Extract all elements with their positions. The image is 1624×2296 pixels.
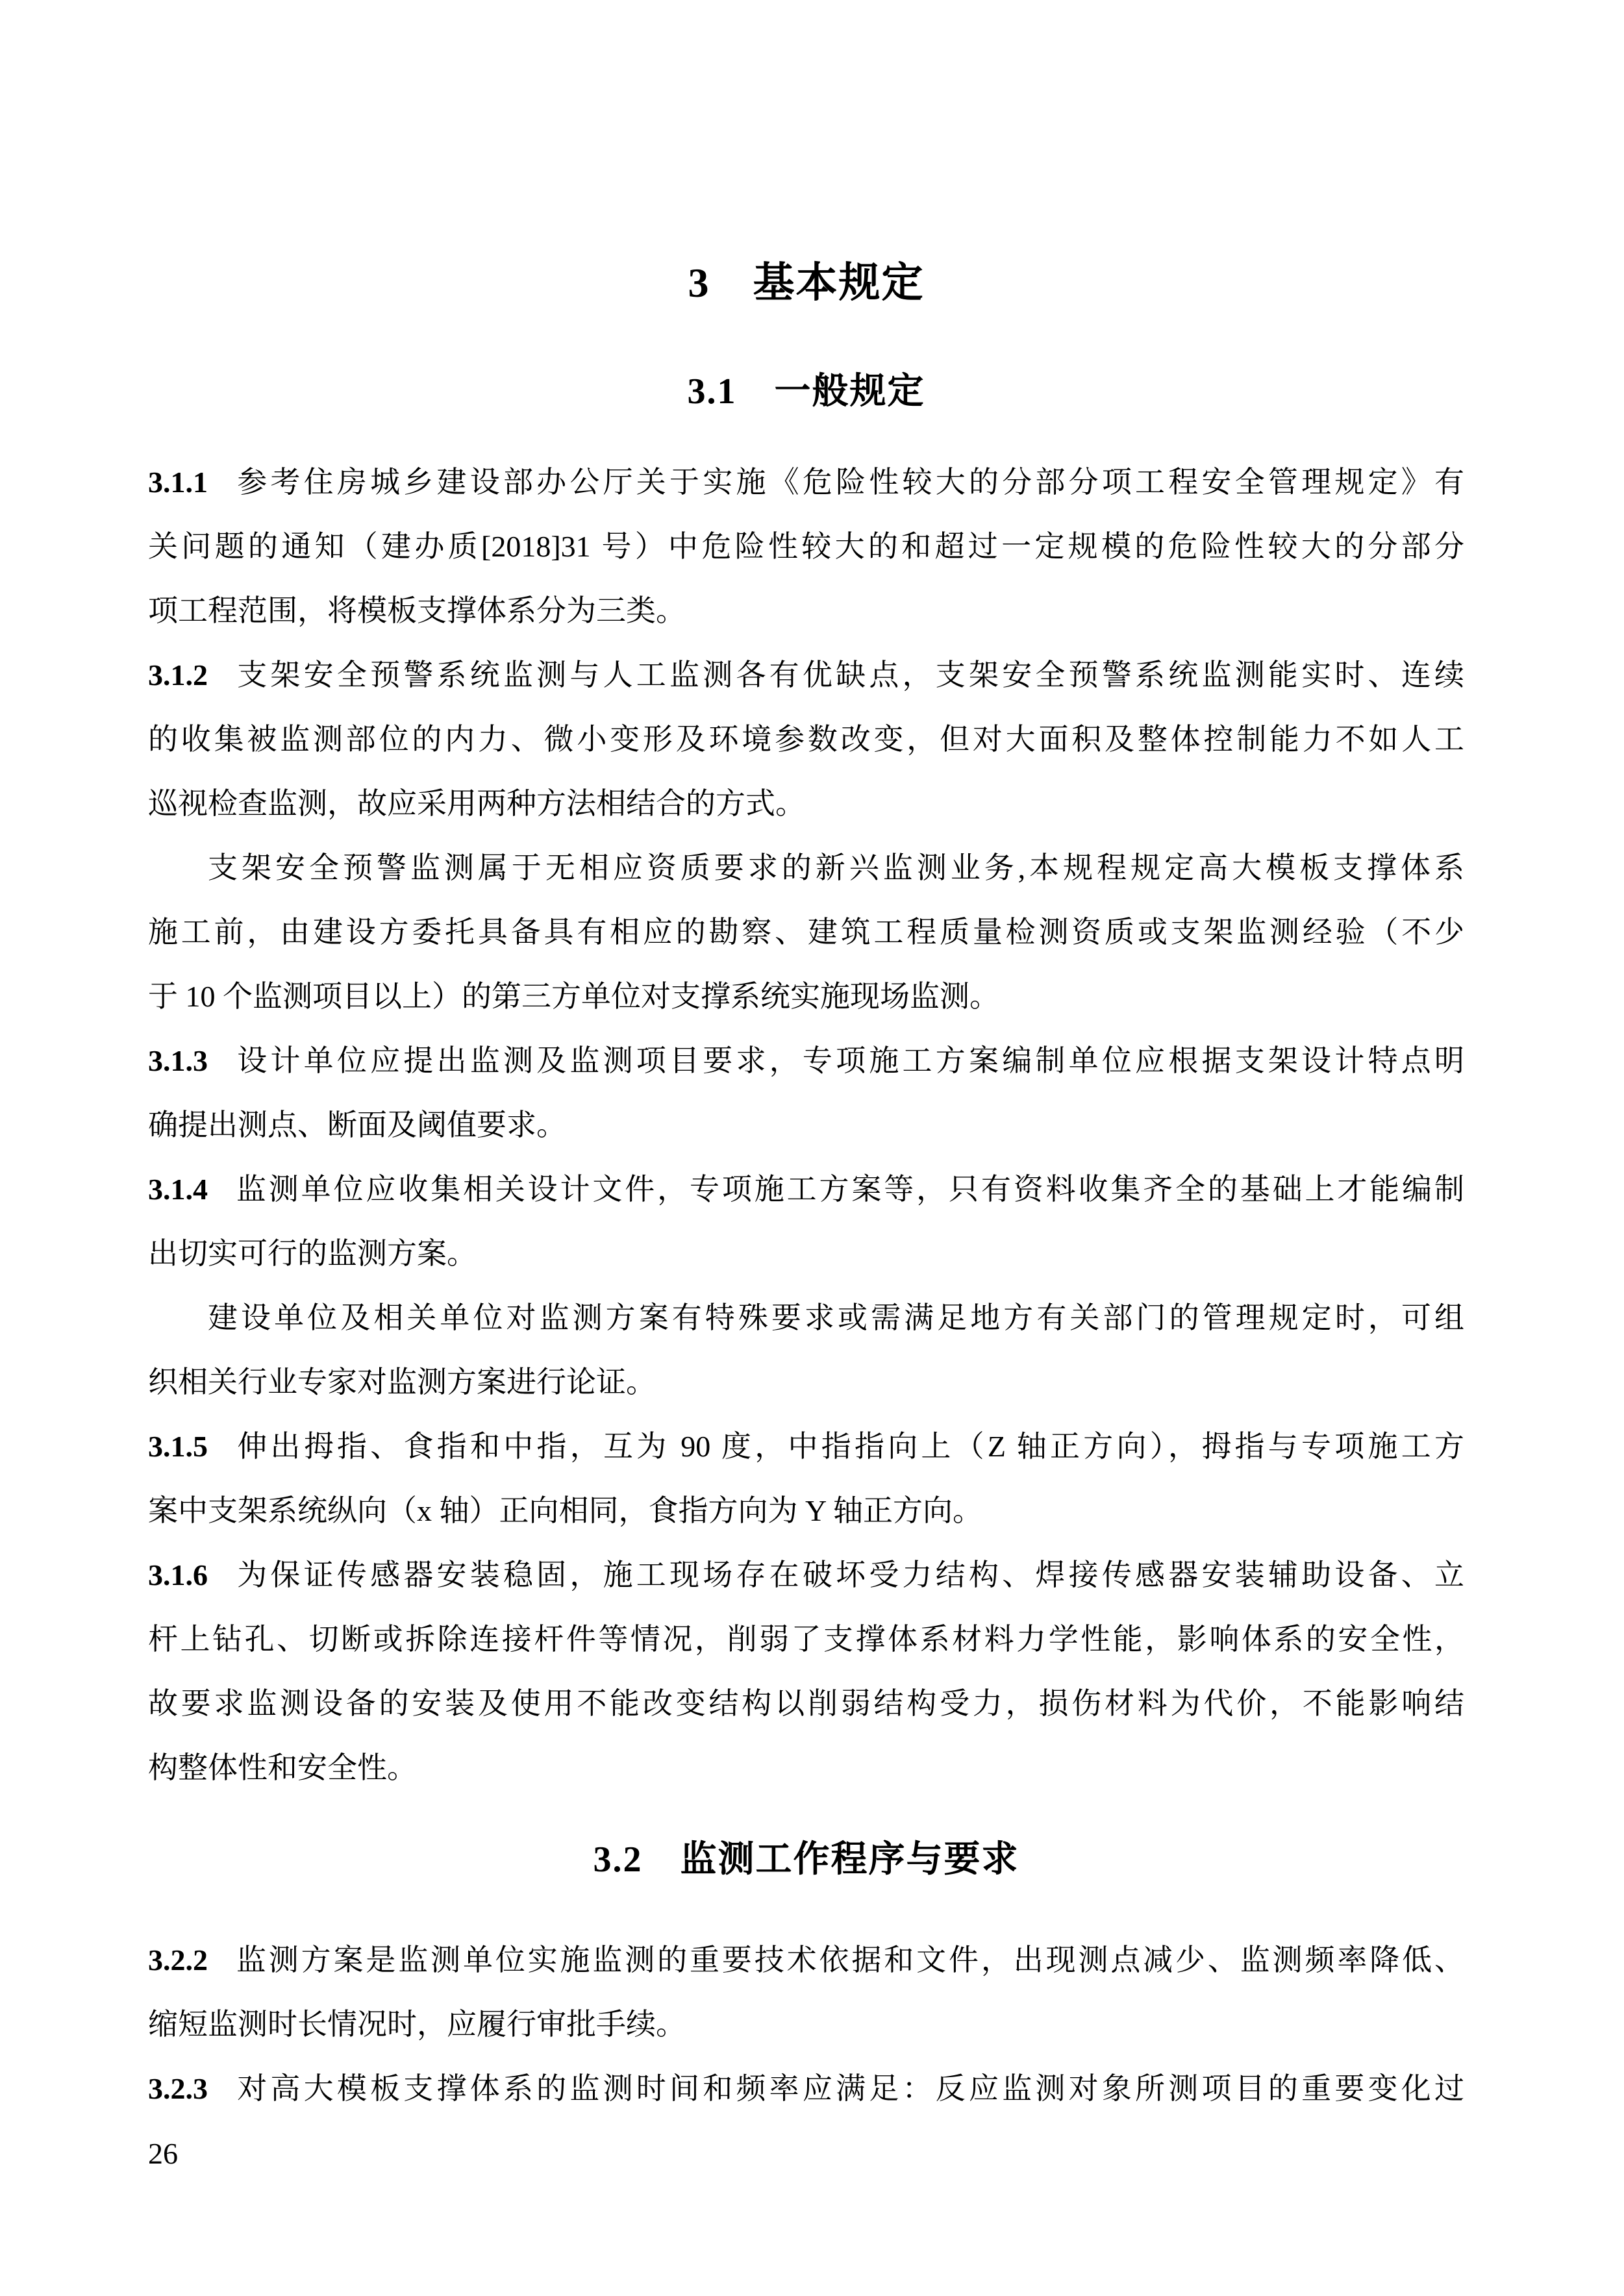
body-line [148, 1736, 1464, 1800]
body-line [148, 450, 1464, 514]
body-line [148, 771, 1464, 836]
body-line [148, 836, 1464, 900]
line-text: 项工程范围，将模板支撑体系分为三类。 [148, 594, 686, 627]
body-line [148, 707, 1464, 771]
body-line [148, 1221, 1464, 1286]
line-text: 支架安全预警系统监测与人工监测各有优缺点，支架安全预警系统监测能实时、连续 [234, 658, 1464, 692]
line-text: 的收集被监测部位的内力、微小变形及环境参数改变，但对大面积及整体控制能力不如人工 [148, 723, 1464, 756]
line-text: 施工前，由建设方委托具备具有相应的勘察、建筑工程质量检测资质或支架监测经验（不少 [148, 916, 1464, 949]
body-line [148, 1157, 1464, 1221]
body-line [148, 1414, 1464, 1479]
body-line [148, 643, 1464, 707]
body-line [148, 1479, 1464, 1543]
line-text: 织相关行业专家对监测方案进行论证。 [148, 1366, 656, 1399]
body-line [148, 1029, 1464, 1093]
line-text: 对高大模板支撑体系的监测时间和频率应满足：反应监测对象所测项目的重要变化过 [234, 2072, 1464, 2105]
body-line [148, 2056, 1464, 2121]
line-text: 参考住房城乡建设部办公厅关于实施《危险性较大的分部分项工程安全管理规定》有 [234, 466, 1464, 499]
line-text: 构整体性和安全性。 [148, 1751, 417, 1784]
body-line [148, 1286, 1464, 1350]
line-text: 案中支架系统纵向（x 轴）正向相同，食指方向为 Y 轴正方向。 [148, 1494, 983, 1527]
section-3-1-body [148, 450, 1464, 1800]
body-line [148, 1350, 1464, 1414]
clause-number: 3.1.5 [148, 1430, 208, 1463]
line-text: 支架安全预警监测属于无相应资质要求的新兴监测业务,本规程规定高大模板支撑体系 [208, 851, 1464, 884]
section-heading-3-1: 3.1 一般规定 [687, 371, 925, 412]
line-text: 故要求监测设备的安装及使用不能改变结构以削弱结构受力，损伤材料为代价，不能影响结 [148, 1687, 1464, 1720]
clause-number: 3.1.1 [148, 466, 208, 499]
clause-number: 3.1.3 [148, 1044, 208, 1077]
line-text: 监测单位应收集相关设计文件，专项施工方案等，只有资料收集齐全的基础上才能编制 [234, 1173, 1464, 1206]
body-line [148, 514, 1464, 579]
clause-number: 3.2.2 [148, 1943, 208, 1977]
section-3-2-body [148, 1928, 1464, 2121]
line-text: 出切实可行的监测方案。 [148, 1237, 477, 1270]
line-text: 设计单位应提出监测及监测项目要求，专项施工方案编制单位应根据支架设计特点明 [234, 1044, 1464, 1077]
clause-number: 3.1.2 [148, 658, 208, 692]
clause-number: 3.1.4 [148, 1173, 208, 1206]
chapter-title: 3 基本规定 [688, 260, 925, 306]
body-line [148, 1928, 1464, 1992]
body-line [148, 1671, 1464, 1736]
clause-number: 3.1.6 [148, 1558, 208, 1591]
section-heading-3-2: 3.2 监测工作程序与要求 [593, 1840, 1019, 1880]
clause-number: 3.2.3 [148, 2072, 208, 2105]
body-line [148, 900, 1464, 964]
line-text: 伸出拇指、食指和中指，互为 90 度，中指指向上（Z 轴正方向），拇指与专项施工方 [234, 1430, 1464, 1463]
line-text: 于 10 个监测项目以上）的第三方单位对支撑系统实施现场监测。 [148, 980, 999, 1013]
line-text: 巡视检查监测，故应采用两种方法相结合的方式。 [148, 787, 805, 820]
body-line [148, 1992, 1464, 2056]
line-text: 杆上钻孔、切断或拆除连接杆件等情况，削弱了支撑体系材料力学性能，影响体系的安全性， [148, 1623, 1464, 1656]
line-text: 关问题的通知（建办质[2018]31 号）中危险性较大的和超过一定规模的危险性较大的分部分 [148, 530, 1464, 563]
body-line [148, 1543, 1464, 1607]
line-text: 监测方案是监测单位实施监测的重要技术依据和文件，出现测点减少、监测频率降低、 [234, 1943, 1464, 1977]
line-text: 确提出测点、断面及阈值要求。 [148, 1108, 566, 1142]
line-text: 缩短监测时长情况时，应履行审批手续。 [148, 2008, 686, 2041]
content-column [148, 262, 1464, 2169]
line-text: 建设单位及相关单位对监测方案有特殊要求或需满足地方有关部门的管理规定时，可组 [208, 1301, 1464, 1334]
line-text: 为保证传感器安装稳固，施工现场存在破坏受力结构、焊接传感器安装辅助设备、立 [234, 1558, 1464, 1591]
body-line [148, 964, 1464, 1029]
body-line [148, 1607, 1464, 1671]
body-line [148, 579, 1464, 643]
body-line [148, 1093, 1464, 1157]
page-number: 26 [148, 2137, 178, 2170]
